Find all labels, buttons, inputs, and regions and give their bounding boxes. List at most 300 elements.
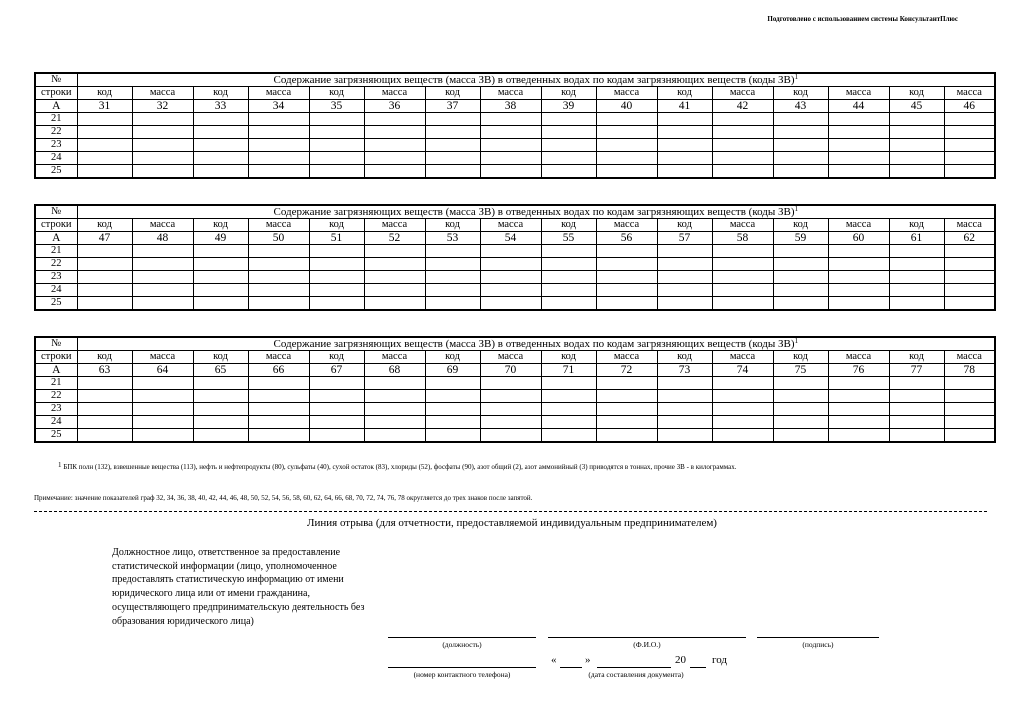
mass-cell[interactable] [944,416,995,429]
mass-cell[interactable] [364,113,425,126]
code-cell[interactable] [657,271,712,284]
code-cell[interactable] [77,139,132,152]
code-cell[interactable] [541,245,596,258]
mass-cell[interactable] [248,390,309,403]
code-cell[interactable] [309,258,364,271]
code-cell[interactable] [77,416,132,429]
code-cell[interactable] [309,429,364,443]
mass-column-header: масса [132,351,193,364]
mass-cell[interactable] [712,113,773,126]
code-cell[interactable] [425,139,480,152]
code-cell[interactable] [309,377,364,390]
column-number-row [35,100,995,113]
code-cell[interactable] [425,152,480,165]
code-cell[interactable] [541,390,596,403]
code-cell[interactable] [657,245,712,258]
code-cell[interactable] [193,139,248,152]
code-cell[interactable] [541,416,596,429]
mass-cell[interactable] [364,284,425,297]
phone-line[interactable] [388,667,536,668]
mass-cell[interactable] [828,152,889,165]
code-cell[interactable] [425,284,480,297]
mass-cell[interactable] [828,113,889,126]
mass-cell[interactable] [248,284,309,297]
code-cell[interactable] [425,258,480,271]
mass-cell[interactable] [248,139,309,152]
mass-cell[interactable] [944,165,995,179]
code-cell[interactable] [541,165,596,179]
code-column-header: код [773,351,828,364]
code-cell[interactable] [425,165,480,179]
mass-cell[interactable] [132,377,193,390]
mass-cell[interactable] [596,377,657,390]
code-cell[interactable] [193,403,248,416]
mass-cell[interactable] [828,271,889,284]
mass-cell[interactable] [828,245,889,258]
mass-cell[interactable] [712,165,773,179]
code-cell[interactable] [309,271,364,284]
mass-cell[interactable] [596,416,657,429]
mass-cell[interactable] [944,377,995,390]
fio-line[interactable] [548,637,746,638]
column-number: 31 [77,100,132,113]
mass-cell[interactable] [364,377,425,390]
mass-cell[interactable] [480,165,541,179]
table-row [35,377,995,390]
row-label: 23 [35,271,77,284]
column-number: 39 [541,100,596,113]
code-cell[interactable] [773,126,828,139]
code-cell[interactable] [657,390,712,403]
code-cell[interactable] [657,284,712,297]
mass-cell[interactable] [480,416,541,429]
mass-cell[interactable] [364,416,425,429]
code-cell[interactable] [193,297,248,311]
column-number: 68 [364,364,425,377]
code-cell[interactable] [773,245,828,258]
mass-cell[interactable] [712,416,773,429]
column-number: 65 [193,364,248,377]
mass-cell[interactable] [944,113,995,126]
code-cell[interactable] [541,403,596,416]
code-cell[interactable] [889,416,944,429]
mass-cell[interactable] [132,139,193,152]
code-cell[interactable] [193,126,248,139]
mass-cell[interactable] [364,390,425,403]
code-cell[interactable] [193,271,248,284]
date-year-line[interactable] [690,667,706,668]
column-number: 57 [657,232,712,245]
table-row [35,429,995,443]
code-cell[interactable] [425,416,480,429]
mass-cell[interactable] [364,245,425,258]
mass-cell[interactable] [944,139,995,152]
code-cell[interactable] [773,284,828,297]
mass-cell[interactable] [596,152,657,165]
mass-cell[interactable] [364,258,425,271]
code-cell[interactable] [425,271,480,284]
code-cell[interactable] [309,126,364,139]
code-cell[interactable] [889,139,944,152]
code-cell[interactable] [541,284,596,297]
code-cell[interactable] [77,284,132,297]
cut-line-divider [34,511,987,512]
mass-cell[interactable] [596,271,657,284]
mass-column-header: масса [944,87,995,100]
code-cell[interactable] [77,113,132,126]
code-cell[interactable] [889,165,944,179]
code-cell[interactable] [77,271,132,284]
code-cell[interactable] [425,403,480,416]
mass-cell[interactable] [248,297,309,311]
mass-cell[interactable] [480,139,541,152]
code-cell[interactable] [773,139,828,152]
mass-cell[interactable] [364,165,425,179]
code-column-header: код [541,219,596,232]
mass-cell[interactable] [364,271,425,284]
mass-cell[interactable] [480,284,541,297]
mass-cell[interactable] [480,377,541,390]
mass-cell[interactable] [828,258,889,271]
position-caption: (должность) [442,640,482,649]
mass-cell[interactable] [828,429,889,443]
code-column-header: код [77,351,132,364]
mass-cell[interactable] [132,390,193,403]
footnote [34,462,987,473]
mass-cell[interactable] [712,377,773,390]
code-cell[interactable] [889,113,944,126]
code-cell[interactable] [889,284,944,297]
mass-cell[interactable] [944,429,995,443]
code-cell[interactable] [77,429,132,443]
mass-cell[interactable] [480,271,541,284]
code-cell[interactable] [309,245,364,258]
mass-cell[interactable] [364,139,425,152]
mass-cell[interactable] [364,429,425,443]
column-number: 78 [944,364,995,377]
pollutant-table [34,204,996,311]
code-cell[interactable] [193,429,248,443]
mass-cell[interactable] [712,284,773,297]
code-cell[interactable] [889,429,944,443]
mass-cell[interactable] [248,126,309,139]
table-title-footnote-marker: 1 [794,205,799,213]
mass-cell[interactable] [944,297,995,311]
table-header-row [35,337,995,351]
code-cell[interactable] [541,377,596,390]
row-label: 24 [35,416,77,429]
signature-line[interactable] [757,637,879,638]
code-cell[interactable] [193,113,248,126]
code-cell[interactable] [309,297,364,311]
column-number: 44 [828,100,889,113]
fio-caption: (Ф.И.О.) [633,640,661,649]
pollutant-table [34,72,996,179]
code-cell[interactable] [657,429,712,443]
mass-cell[interactable] [712,258,773,271]
mass-cell[interactable] [596,403,657,416]
mass-cell[interactable] [712,390,773,403]
code-cell[interactable] [889,258,944,271]
mass-cell[interactable] [712,429,773,443]
mass-cell[interactable] [480,297,541,311]
code-column-header: код [309,351,364,364]
code-cell[interactable] [541,271,596,284]
mass-cell[interactable] [828,165,889,179]
code-cell[interactable] [425,377,480,390]
mass-cell[interactable] [364,403,425,416]
code-cell[interactable] [309,403,364,416]
mass-cell[interactable] [480,429,541,443]
code-cell[interactable] [773,258,828,271]
code-cell[interactable] [425,429,480,443]
code-cell[interactable] [541,258,596,271]
code-cell[interactable] [773,165,828,179]
table-row [35,416,995,429]
mass-cell[interactable] [248,152,309,165]
mass-cell[interactable] [596,126,657,139]
mass-cell[interactable] [248,271,309,284]
code-cell[interactable] [541,139,596,152]
mass-cell[interactable] [132,258,193,271]
code-column-header: код [425,87,480,100]
code-cell[interactable] [773,152,828,165]
code-cell[interactable] [889,390,944,403]
code-cell[interactable] [889,271,944,284]
code-cell[interactable] [193,390,248,403]
mass-cell[interactable] [132,284,193,297]
mass-cell[interactable] [828,416,889,429]
mass-cell[interactable] [596,429,657,443]
mass-cell[interactable] [248,258,309,271]
mass-cell[interactable] [596,258,657,271]
code-cell[interactable] [77,377,132,390]
code-cell[interactable] [773,377,828,390]
mass-cell[interactable] [712,297,773,311]
mass-cell[interactable] [480,403,541,416]
code-cell[interactable] [309,284,364,297]
mass-cell[interactable] [944,403,995,416]
mass-cell[interactable] [480,258,541,271]
mass-cell[interactable] [712,245,773,258]
code-cell[interactable] [657,416,712,429]
column-number: 49 [193,232,248,245]
mass-cell[interactable] [712,126,773,139]
mass-cell[interactable] [132,113,193,126]
code-cell[interactable] [309,390,364,403]
mass-cell[interactable] [480,390,541,403]
code-cell[interactable] [193,152,248,165]
mass-cell[interactable] [364,152,425,165]
column-number: 41 [657,100,712,113]
mass-cell[interactable] [480,245,541,258]
code-cell[interactable] [425,245,480,258]
mass-cell[interactable] [828,284,889,297]
mass-column-header: масса [364,351,425,364]
code-cell[interactable] [77,126,132,139]
mass-cell[interactable] [248,377,309,390]
code-cell[interactable] [193,416,248,429]
code-cell[interactable] [541,297,596,311]
mass-cell[interactable] [828,297,889,311]
mass-cell[interactable] [480,126,541,139]
column-number: 54 [480,232,541,245]
mass-cell[interactable] [248,113,309,126]
code-column-header: код [425,351,480,364]
table-title [77,73,995,87]
mass-cell[interactable] [944,390,995,403]
mass-cell[interactable] [596,165,657,179]
code-cell[interactable] [657,139,712,152]
code-cell[interactable] [889,245,944,258]
mass-cell[interactable] [828,139,889,152]
mass-column-header: масса [596,219,657,232]
column-number-label: А [35,232,77,245]
table-row [35,271,995,284]
mass-cell[interactable] [132,297,193,311]
code-cell[interactable] [193,377,248,390]
code-cell[interactable] [541,113,596,126]
mass-cell[interactable] [132,245,193,258]
mass-cell[interactable] [132,416,193,429]
mass-cell[interactable] [248,245,309,258]
mass-column-header: масса [248,351,309,364]
code-cell[interactable] [773,403,828,416]
code-cell[interactable] [309,139,364,152]
code-cell[interactable] [541,429,596,443]
code-cell[interactable] [889,126,944,139]
mass-cell[interactable] [828,403,889,416]
code-cell[interactable] [77,258,132,271]
code-cell[interactable] [657,377,712,390]
mass-cell[interactable] [944,245,995,258]
mass-cell[interactable] [132,271,193,284]
code-cell[interactable] [657,297,712,311]
mass-cell[interactable] [944,152,995,165]
code-cell[interactable] [889,152,944,165]
code-cell[interactable] [425,113,480,126]
mass-cell[interactable] [828,377,889,390]
code-cell[interactable] [657,113,712,126]
mass-cell[interactable] [132,403,193,416]
table-subheader-row [35,351,995,364]
code-cell[interactable] [309,113,364,126]
date-month-line[interactable] [597,667,671,668]
column-number: 35 [309,100,364,113]
mass-cell[interactable] [480,152,541,165]
code-cell[interactable] [773,113,828,126]
mass-cell[interactable] [828,126,889,139]
date-day-line[interactable] [560,667,582,668]
code-cell[interactable] [889,403,944,416]
mass-cell[interactable] [712,139,773,152]
mass-cell[interactable] [132,429,193,443]
mass-cell[interactable] [248,416,309,429]
code-cell[interactable] [77,152,132,165]
footnote-text: БПК полн (132), взвешенные вещества (113), нефть и нефтепродукты (80), сульфаты (40), сухой остаток (83), хлориды (52), фосфаты (90), азот общий (2), азот аммонийный (3) приводятся в тоннах, прочие ЗВ - в килограммах. [63,463,737,471]
mass-cell[interactable] [132,152,193,165]
code-cell[interactable] [193,258,248,271]
code-cell[interactable] [425,297,480,311]
code-cell[interactable] [773,297,828,311]
code-cell[interactable] [773,271,828,284]
position-line[interactable] [388,637,536,638]
column-number: 53 [425,232,480,245]
code-cell[interactable] [773,416,828,429]
code-cell[interactable] [889,297,944,311]
code-cell[interactable] [657,126,712,139]
code-cell[interactable] [889,377,944,390]
code-cell[interactable] [193,284,248,297]
code-cell[interactable] [425,390,480,403]
code-cell[interactable] [773,390,828,403]
column-number: 38 [480,100,541,113]
mass-cell[interactable] [596,297,657,311]
mass-cell[interactable] [712,152,773,165]
code-cell[interactable] [773,429,828,443]
mass-cell[interactable] [132,126,193,139]
column-number: 46 [944,100,995,113]
column-number: 64 [132,364,193,377]
code-column-header: код [193,351,248,364]
mass-cell[interactable] [944,271,995,284]
code-cell[interactable] [77,297,132,311]
code-cell[interactable] [309,165,364,179]
mass-cell[interactable] [712,271,773,284]
mass-cell[interactable] [596,113,657,126]
code-cell[interactable] [77,403,132,416]
row-label: 22 [35,390,77,403]
code-cell[interactable] [193,165,248,179]
mass-cell[interactable] [712,403,773,416]
table-title-footnote-marker: 1 [794,73,799,81]
mass-column-header: масса [596,87,657,100]
code-cell[interactable] [77,165,132,179]
mass-cell[interactable] [480,113,541,126]
mass-cell[interactable] [364,297,425,311]
mass-cell[interactable] [944,126,995,139]
mass-cell[interactable] [596,139,657,152]
code-cell[interactable] [77,390,132,403]
mass-cell[interactable] [132,165,193,179]
code-cell[interactable] [657,152,712,165]
code-cell[interactable] [425,126,480,139]
mass-cell[interactable] [828,390,889,403]
code-cell[interactable] [657,403,712,416]
code-cell[interactable] [657,258,712,271]
table-row [35,152,995,165]
mass-cell[interactable] [596,284,657,297]
mass-cell[interactable] [944,258,995,271]
code-cell[interactable] [193,245,248,258]
mass-cell[interactable] [248,165,309,179]
code-cell[interactable] [541,152,596,165]
mass-cell[interactable] [248,429,309,443]
column-number: 52 [364,232,425,245]
code-cell[interactable] [77,245,132,258]
table-title [77,205,995,219]
code-cell[interactable] [541,126,596,139]
mass-cell[interactable] [364,126,425,139]
code-cell[interactable] [309,152,364,165]
mass-cell[interactable] [596,390,657,403]
mass-cell[interactable] [596,245,657,258]
mass-cell[interactable] [944,284,995,297]
code-cell[interactable] [309,416,364,429]
code-cell[interactable] [657,165,712,179]
column-number: 60 [828,232,889,245]
mass-cell[interactable] [248,403,309,416]
